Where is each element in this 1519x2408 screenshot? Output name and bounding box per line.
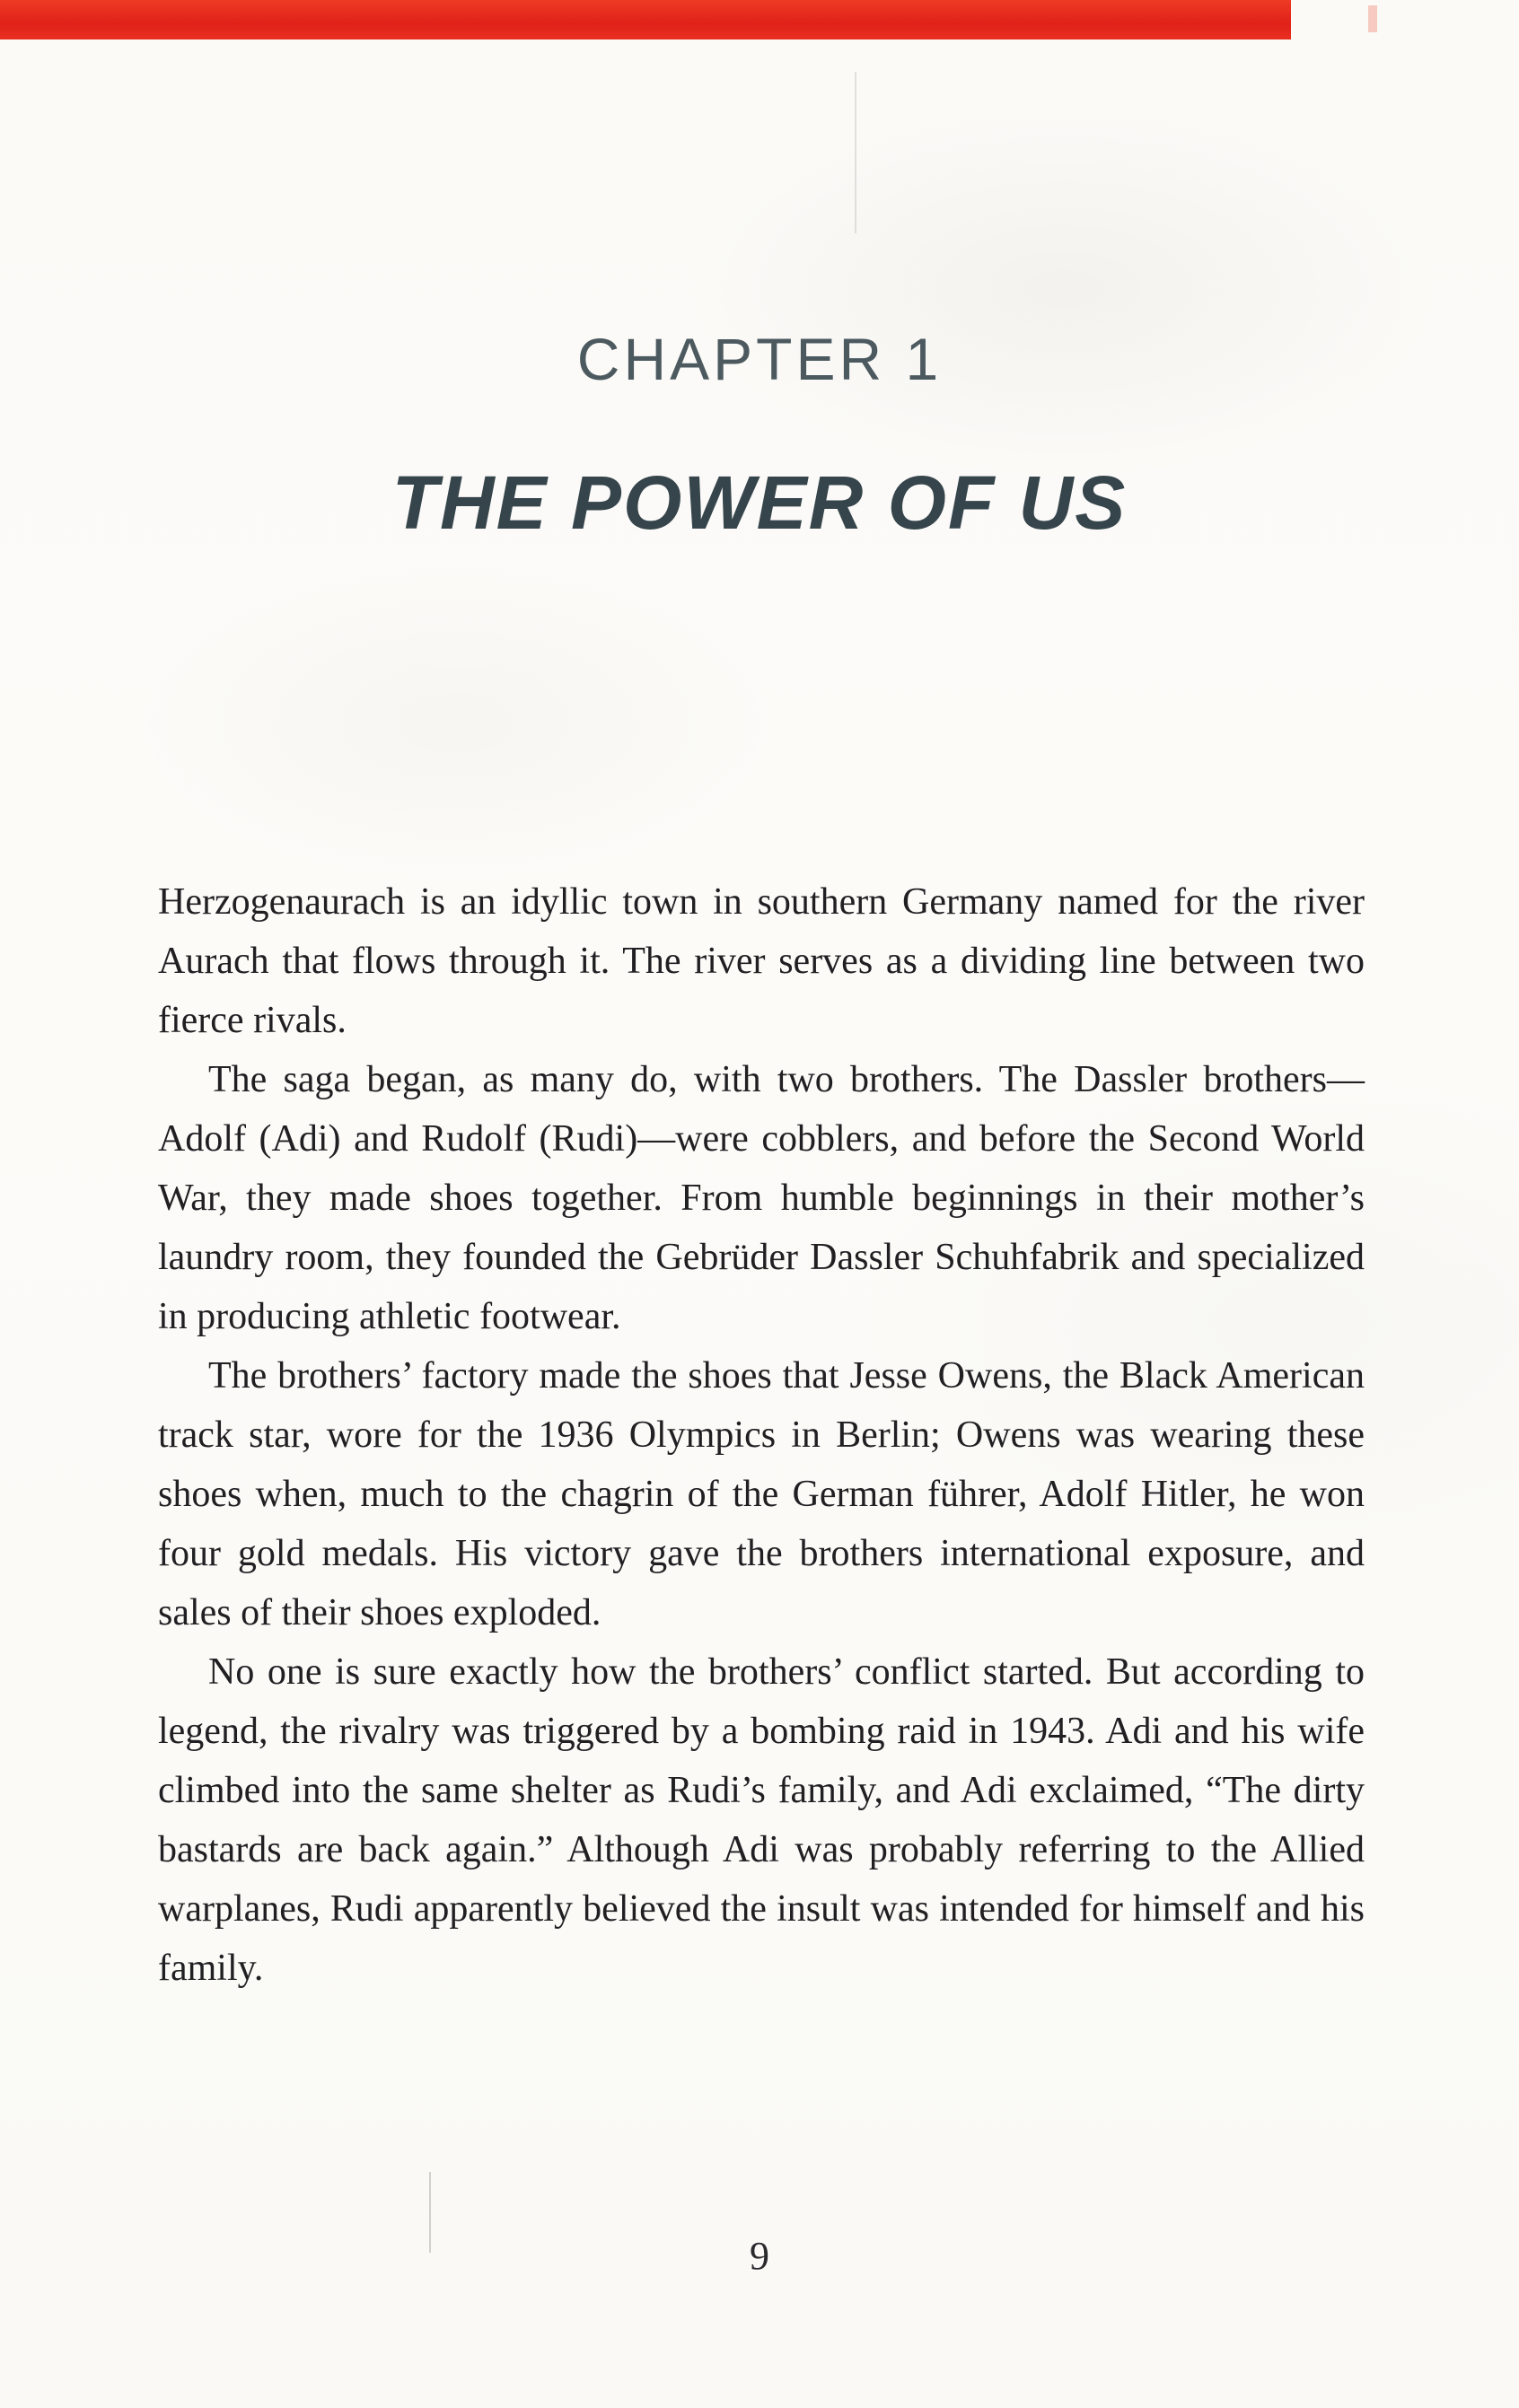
- scan-fold-mark: [855, 72, 856, 233]
- chapter-label: CHAPTER 1: [576, 326, 943, 392]
- paragraph: The brothers’ factory made the shoes that Jesse Owens, the Black American track star, wore for the 1936 Olympics in Berlin; Owens was wearing these shoes when, much to the chagrin of the German führer, Adolf Hitler, he won four gold medals. His victory gave the brothers international exposure, and sales of their shoes exploded.: [158, 1355, 1365, 1633]
- chapter-title: THE POWER OF US: [391, 460, 1128, 545]
- body-text: [158, 872, 1365, 1998]
- paragraph: No one is sure exactly how the brothers’ conflict started. But according to legend, the rivalry was triggered by a bombing raid in 1943. Adi and his wife climbed into the same shelter as Rudi’s family, and Adi exclaimed, “The dirty bastards are back again.” Although Adi was probably referring to the Allied warplanes, Rudi apparently believed the insult was intended for himself and his family.: [158, 1651, 1365, 1989]
- scan-red-strip: [0, 0, 1291, 39]
- paragraph: The saga began, as many do, with two brothers. The Dassler brothers—Adolf (Adi) and Rudolf (Rudi)—were cobblers, and before the Second World War, they made shoes together. From humble beginnings in their mother’s laundry room, they founded the Gebrüder Dassler Schuhfabrik and specialized in producing athletic footwear.: [158, 1059, 1365, 1337]
- page-number: 9: [750, 2234, 769, 2278]
- scan-red-speck: [1368, 5, 1377, 32]
- paragraph: Herzogenaurach is an idyllic town in southern Germany named for the river Aurach that flows through it. The river serves as a dividing line between two fierce rivals.: [158, 881, 1365, 1041]
